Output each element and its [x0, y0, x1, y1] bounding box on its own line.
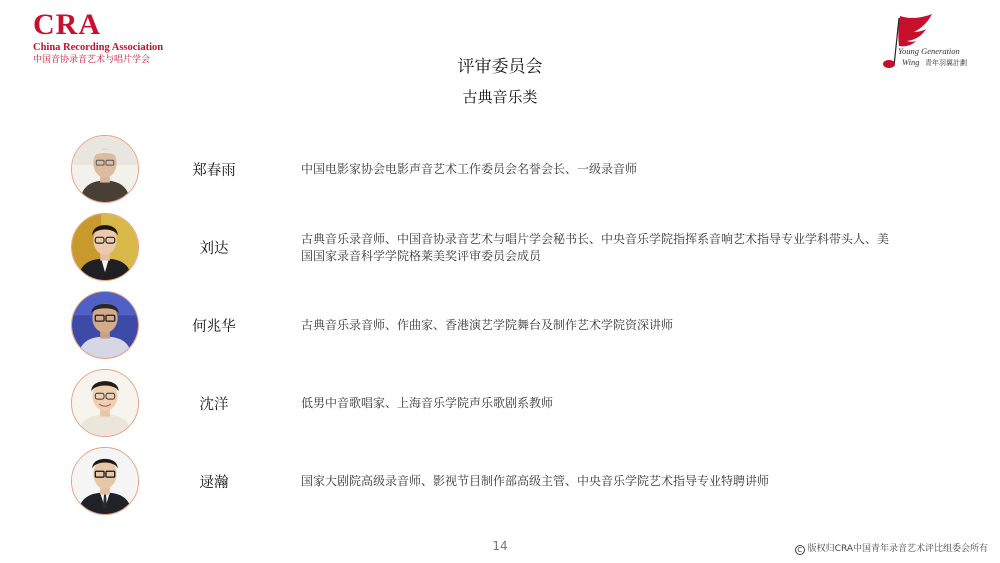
member-description: 低男中音歌唱家、上海音乐学院声乐歌剧系教师	[301, 396, 554, 410]
member-name: 刘达	[199, 241, 229, 257]
cra-logo-english: China Recording Association	[33, 42, 164, 53]
member-row	[0, 369, 1000, 439]
copyright-notice	[795, 541, 988, 555]
page-number: 14	[492, 539, 508, 553]
member-description: 国家大剧院高级录音师、影视节目制作部高级主管、中央音乐学院艺术指导专业特聘讲师	[301, 474, 770, 488]
member-avatar	[71, 291, 139, 359]
member-description: 古典音乐录音师、中国音协录音艺术与唱片学会秘书长、中央音乐学院指挥系音响艺术指导专业学科带头人、美国国家录音科学学院格莱美奖评审委员会成员	[301, 232, 890, 263]
copyright-icon: C	[795, 545, 805, 555]
member-avatar	[71, 447, 139, 515]
member-row	[0, 447, 1000, 517]
copyright-text: 版权归CRA中国青年录音艺术评比组委会所有	[807, 544, 988, 554]
wing-logo-line1: Young Generation	[898, 46, 960, 56]
cra-logo-chinese: 中国音协录音艺术与唱片学会	[33, 55, 151, 65]
member-row	[0, 291, 1000, 361]
page-subtitle: 古典音乐类	[462, 88, 538, 106]
wing-logo-chinese: 青年羽翼計劃	[925, 59, 967, 67]
member-name: 逯瀚	[199, 475, 229, 491]
member-name: 何兆华	[192, 319, 236, 335]
cra-logo-abbr: CRA	[33, 8, 101, 41]
member-name: 郑春雨	[192, 163, 236, 179]
member-avatar	[71, 135, 139, 203]
member-avatar	[71, 213, 139, 281]
member-name: 沈洋	[199, 397, 229, 413]
member-description: 古典音乐录音师、作曲家、香港演艺学院舞台及制作艺术学院资深讲师	[301, 318, 674, 332]
member-avatar	[71, 369, 139, 437]
member-row	[0, 213, 1000, 283]
wing-logo-line2: Wing	[902, 57, 920, 67]
page-title: 评审委员会	[457, 57, 543, 77]
member-description: 中国电影家协会电影声音艺术工作委员会名誉会长、一级录音师	[301, 162, 638, 176]
member-row	[0, 135, 1000, 205]
